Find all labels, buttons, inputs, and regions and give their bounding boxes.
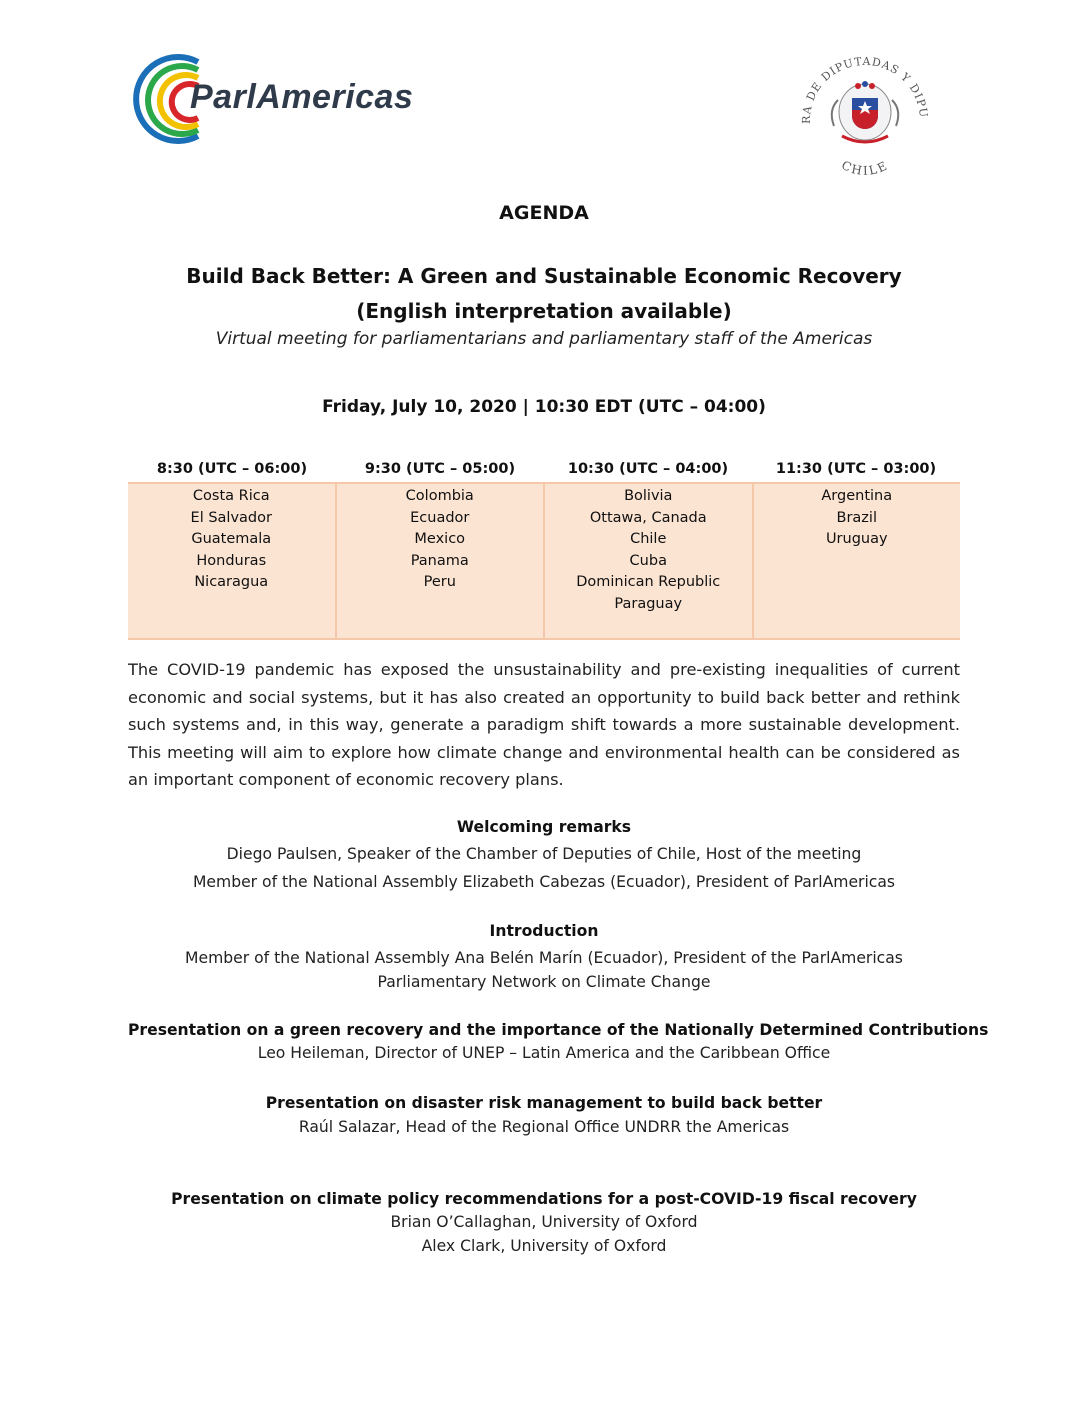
meeting-title-line1: Build Back Better: A Green and Sustainable Economic Recovery — [186, 264, 902, 288]
timezone-column — [754, 484, 961, 638]
climate-policy-speaker: Alex Clark, University of Oxford — [421, 1237, 667, 1255]
country-item: El Salvador — [190, 509, 272, 526]
intro-paragraph: The COVID-19 pandemic has exposed the unsustainability and pre-existing inequalities of current economic and social systems, but it has also created an opportunity to build back better and rethink such systems and, in this way, generate a paradigm shift towards a more sustainable development. This meeting will aim to explore how climate change and environmental health can be considered as an important component of economic recovery plans. — [128, 660, 960, 790]
chile-coat-of-arms-icon — [790, 40, 940, 180]
country-item: Ecuador — [410, 509, 470, 526]
country-item: Argentina — [821, 488, 893, 504]
disaster-risk-heading: Presentation on disaster risk management to build back better — [265, 1094, 823, 1112]
timezone-header-cell: 8:30 (UTC – 06:00) — [156, 461, 308, 477]
timezone-column — [128, 484, 337, 638]
svg-text:CAMARA DE DIPUTADAS Y DIPUTADO: RA DE DIPUTADAS Y DIPU — [799, 54, 931, 124]
meeting-title-line2: (English interpretation available) — [356, 299, 732, 323]
country-item: Bolivia — [624, 488, 673, 504]
welcome-speaker: Diego Paulsen, Speaker of the Chamber of Deputies of Chile, Host of the meeting — [226, 845, 862, 863]
timezone-header-cell: 11:30 (UTC – 03:00) — [775, 461, 937, 477]
introduction-speaker: Parliamentary Network on Climate Change — [377, 973, 711, 991]
country-item: Uruguay — [825, 531, 888, 548]
country-item: Honduras — [196, 552, 267, 569]
country-item: Brazil — [836, 509, 877, 526]
country-item: Cuba — [629, 552, 667, 569]
country-item: Costa Rica — [192, 488, 270, 504]
country-item: Nicaragua — [194, 574, 269, 591]
climate-policy-heading: Presentation on climate policy recommendations for a post-COVID-19 fiscal recovery — [171, 1190, 917, 1208]
climate-policy-speaker: Brian O’Callaghan, University of Oxford — [390, 1213, 698, 1231]
svg-text:CHILE: CHILE — [839, 157, 891, 179]
parlamericas-wordmark: ParlAmericas — [190, 78, 414, 116]
country-item: Colombia — [405, 488, 474, 504]
country-item: Panama — [410, 552, 469, 569]
country-item: Mexico — [414, 531, 466, 548]
green-recovery-speaker: Leo Heileman, Director of UNEP – Latin America and the Caribbean Office — [257, 1044, 831, 1062]
country-item: Peru — [423, 574, 456, 591]
introduction-heading: Introduction — [489, 922, 599, 940]
disaster-risk-speaker: Raúl Salazar, Head of the Regional Office UNDRR the Americas — [298, 1118, 790, 1136]
timezone-column — [545, 484, 754, 638]
agenda-heading: AGENDA — [499, 202, 589, 224]
introduction-speaker: Member of the National Assembly Ana Belén Marín (Ecuador), President of the ParlAmericas — [185, 949, 903, 967]
country-item: Chile — [630, 531, 667, 548]
timezone-table-body — [128, 482, 960, 640]
country-item: Ottawa, Canada — [589, 509, 707, 526]
timezone-column — [337, 484, 546, 638]
meeting-subtitle: Virtual meeting for parliamentarians and parliamentary staff of the Americas — [215, 329, 873, 349]
country-item: Dominican Republic — [576, 574, 721, 591]
welcome-speaker: Member of the National Assembly Elizabeth Cabezas (Ecuador), President of ParlAmericas — [192, 873, 896, 891]
welcome-heading: Welcoming remarks — [456, 818, 632, 836]
meeting-date: Friday, July 10, 2020 | 10:30 EDT (UTC – 04:00) — [322, 397, 766, 417]
chamber-of-deputies-seal — [790, 40, 940, 180]
country-item: Paraguay — [614, 595, 683, 612]
country-item: Guatemala — [191, 531, 272, 548]
timezone-table-header — [128, 457, 960, 482]
green-recovery-heading: Presentation on a green recovery and the importance of the Nationally Determined Contributions — [128, 1021, 989, 1039]
timezone-header-cell: 10:30 (UTC – 04:00) — [567, 461, 729, 477]
timezone-table — [128, 457, 960, 640]
parlamericas-logo — [128, 52, 448, 144]
timezone-header-cell: 9:30 (UTC – 05:00) — [364, 461, 516, 477]
meeting-title — [0, 259, 1088, 329]
